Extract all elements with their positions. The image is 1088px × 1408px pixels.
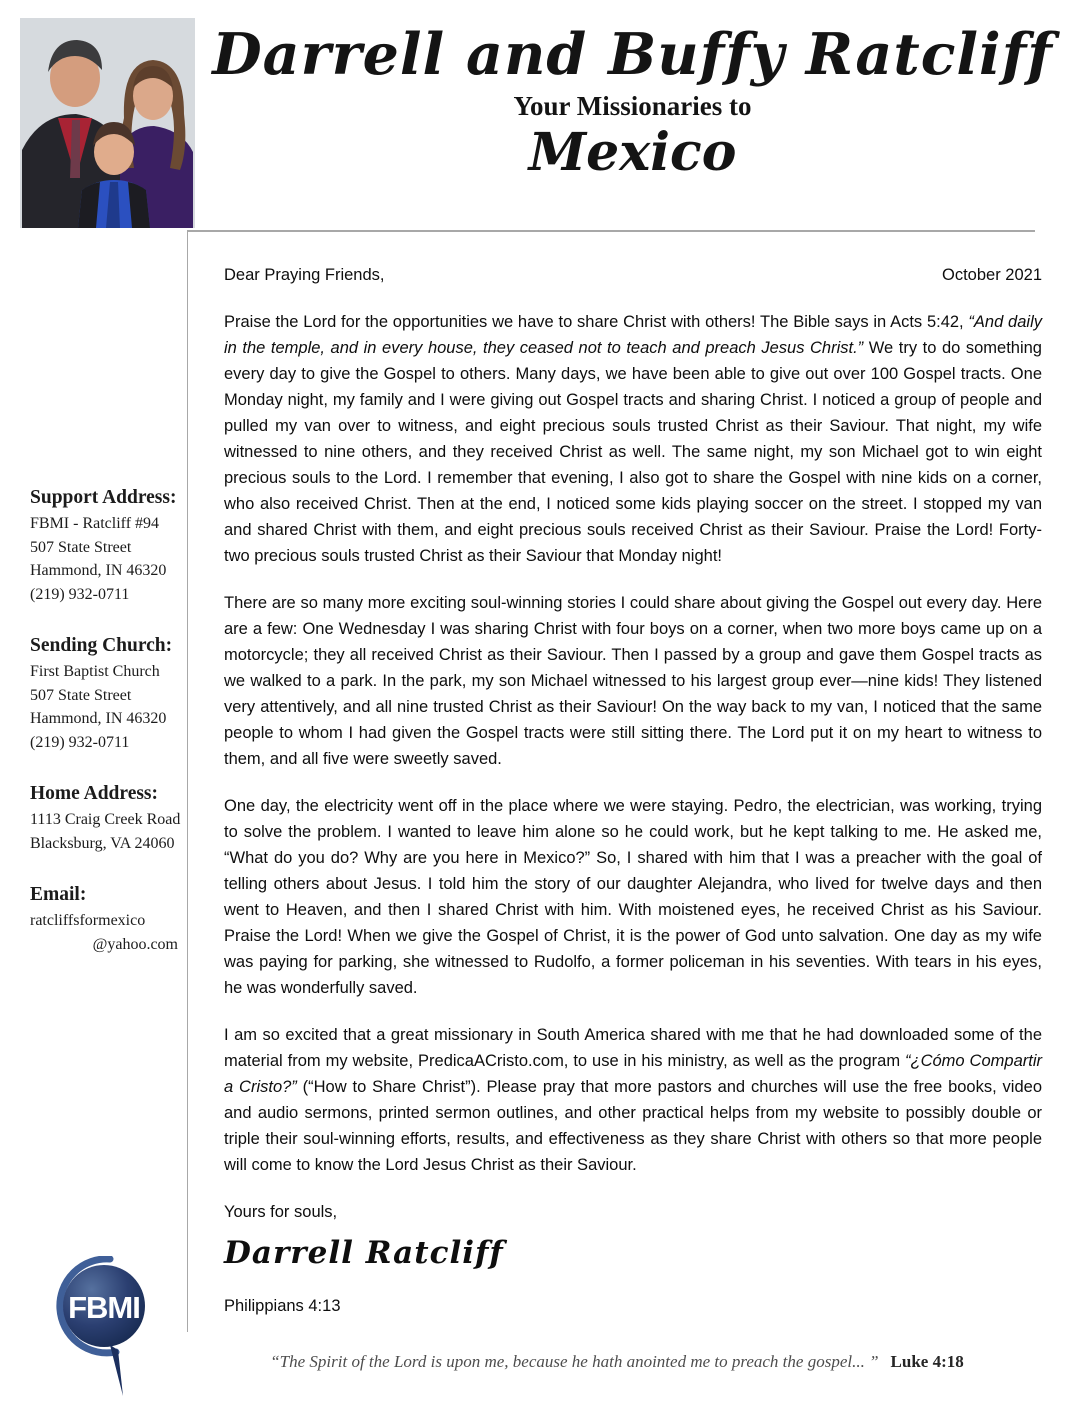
paragraph-3 — [224, 793, 1042, 1001]
address-line: 507 State Street — [30, 538, 132, 556]
paragraph-2 — [224, 590, 1042, 772]
text-segment: Praise the Lord for the opportunities we have to share Christ with others! The Bible says in Acts 5:42, — [224, 313, 969, 331]
salutation-row — [224, 262, 1042, 288]
family-photo — [20, 18, 195, 228]
address-line: (219) 932-0711 — [30, 585, 130, 603]
address-line: Blacksburg, VA 24060 — [30, 834, 175, 852]
svg-text:FBMI: FBMI — [68, 1290, 140, 1325]
letterhead — [195, 22, 1070, 183]
address-line: First Baptist Church — [30, 663, 160, 680]
sending-church-block — [30, 635, 182, 754]
italic-text-segment: “¿Cómo Compartir a Cristo?” — [224, 1052, 1042, 1096]
support-address-lines — [30, 512, 182, 606]
footer-scripture-reference: Luke 4:18 — [890, 1352, 964, 1371]
letter-date: October 2021 — [942, 266, 1042, 284]
support-address-block — [30, 487, 182, 606]
address-line: FBMI - Ratcliff #94 — [30, 515, 160, 532]
italic-text-segment: “And daily in the temple, and in every house, they ceased not to teach and preach Jesus Christ.” — [224, 313, 1042, 357]
text-segment: One day, the electricity went off in the place where we were staying. Pedro, the electrician, was working, trying to solve the problem. I wanted to leave him alone so he could work, but he kept talking to me. He asked me, “What do you do? Why are you here in Mexico?” So, I shared with him that I was a preacher with the goal of telling others about Jesus. I told him the story of our daughter Alejandra, who lived for twelve days and then went to Heaven, and then I shared Christ with him. With moistened eyes, he received Christ as his Saviour. Praise the Lord! When we give the Gospel of Christ, it is the power of God unto salvation. One day as my wife was paying for parking, she witnessed to Rudolfo, a former policeman in his seventies. With tears in his eyes, he was wonderfully saved. — [224, 797, 1042, 997]
address-line: Hammond, IN 46320 — [30, 710, 167, 727]
address-line: (219) 932-0711 — [30, 733, 130, 751]
letter-body — [224, 262, 1042, 1319]
text-segment: We try to do something every day to give the Gospel to others. Many days, we have been able to give out over 100 Gospel tracts. One Monday night, my family and I were giving out Gospel tracts and sharing Christ. I noticed a group of people and pulled my van over to witness, and eight precious souls trusted Christ as their Saviour. That night, my wife witnessed to nine others, and they received Christ as well. The same night, my son Michael got to win eight precious souls to the Lord. I remember that evening, I also got to share the Gospel with nine kids on a corner, who also received Christ. Then at the end, I noticed some kids playing soccer on the street. I stopped my van and shared Christ with them, and eight precious souls received Christ as their Saviour. Praise the Lord! Forty-two precious souls trusted Christ as their Saviour that Monday night! — [224, 339, 1042, 565]
missionaries-subtitle: Your Missionaries to — [513, 90, 752, 121]
sending-church-heading: Sending Church: — [30, 635, 173, 656]
address-line: 1113 Craig Creek Road — [30, 811, 181, 828]
address-line: Hammond, IN 46320 — [30, 562, 167, 579]
fbmi-logo-graphic — [50, 1256, 154, 1400]
salutation: Dear Praying Friends, — [224, 266, 385, 284]
signature: Darrell Ratcliff — [224, 1235, 504, 1271]
text-segment: There are so many more exciting soul-winning stories I could share about giving the Gospel out every day. Here are a few: One Wednesday I was sharing Christ with four boys on a corner, when two more boys came up on a motorcycle; they all received Christ as their Saviour. Then I passed by a group and gave them Gospel tracts as we walked to a park. In the park, my son Michael witnessed to his largest group ever—nine kids! They listened very attentively, and all nine trusted Christ as their Saviour! On the way back to my van, I noticed that the same people to whom I had given the Gospel tracts were still sitting there. The Lord put it on my heart to witness to them, and all five were sweetly saved. — [224, 594, 1042, 768]
home-address-block — [30, 783, 182, 855]
family-photo-graphic — [20, 18, 195, 228]
email-block — [30, 884, 182, 956]
fbmi-logo — [50, 1256, 154, 1400]
field-location-title: Mexico — [528, 121, 737, 183]
verse-reference: Philippians 4:13 — [224, 1297, 341, 1315]
paragraph-1 — [224, 309, 1042, 569]
home-address-heading: Home Address: — [30, 783, 159, 804]
email-lines — [30, 909, 182, 956]
contact-sidebar — [30, 487, 182, 985]
home-address-lines — [30, 808, 182, 855]
text-segment: (“How to Share Christ”). Please pray that more pastors and churches will use the free books, video and audio sermons, printed sermon outlines, and other practical helps from my website to possibly double or triple their soul-winning efforts, results, and effectiveness as they share Christ with others so that more people will come to know the Lord Jesus Christ as their Saviour. — [224, 1078, 1042, 1174]
sidebar-divider-line — [187, 230, 188, 1332]
closing-line: Yours for souls, — [224, 1203, 338, 1221]
address-line: 507 State Street — [30, 686, 132, 704]
footer-quote: “The Spirit of the Lord is upon me, because he hath anointed me to preach the gospel... ” — [270, 1352, 879, 1371]
address-line: @yahoo.com — [92, 935, 178, 953]
header-divider-line — [187, 230, 1035, 232]
paragraph-4 — [224, 1022, 1042, 1178]
missionary-names-title: Darrell and Buffy Ratcliff — [212, 21, 1053, 88]
email-heading: Email: — [30, 884, 87, 905]
text-segment: I am so excited that a great missionary in South America shared with me that he had downloaded some of the material from my website, PredicaACristo.com, to use in his ministry, as well as the program — [224, 1026, 1042, 1070]
sending-church-lines — [30, 660, 182, 754]
address-line: ratcliffsformexico — [30, 912, 146, 929]
footer — [187, 1352, 1047, 1372]
support-address-heading: Support Address: — [30, 487, 177, 508]
